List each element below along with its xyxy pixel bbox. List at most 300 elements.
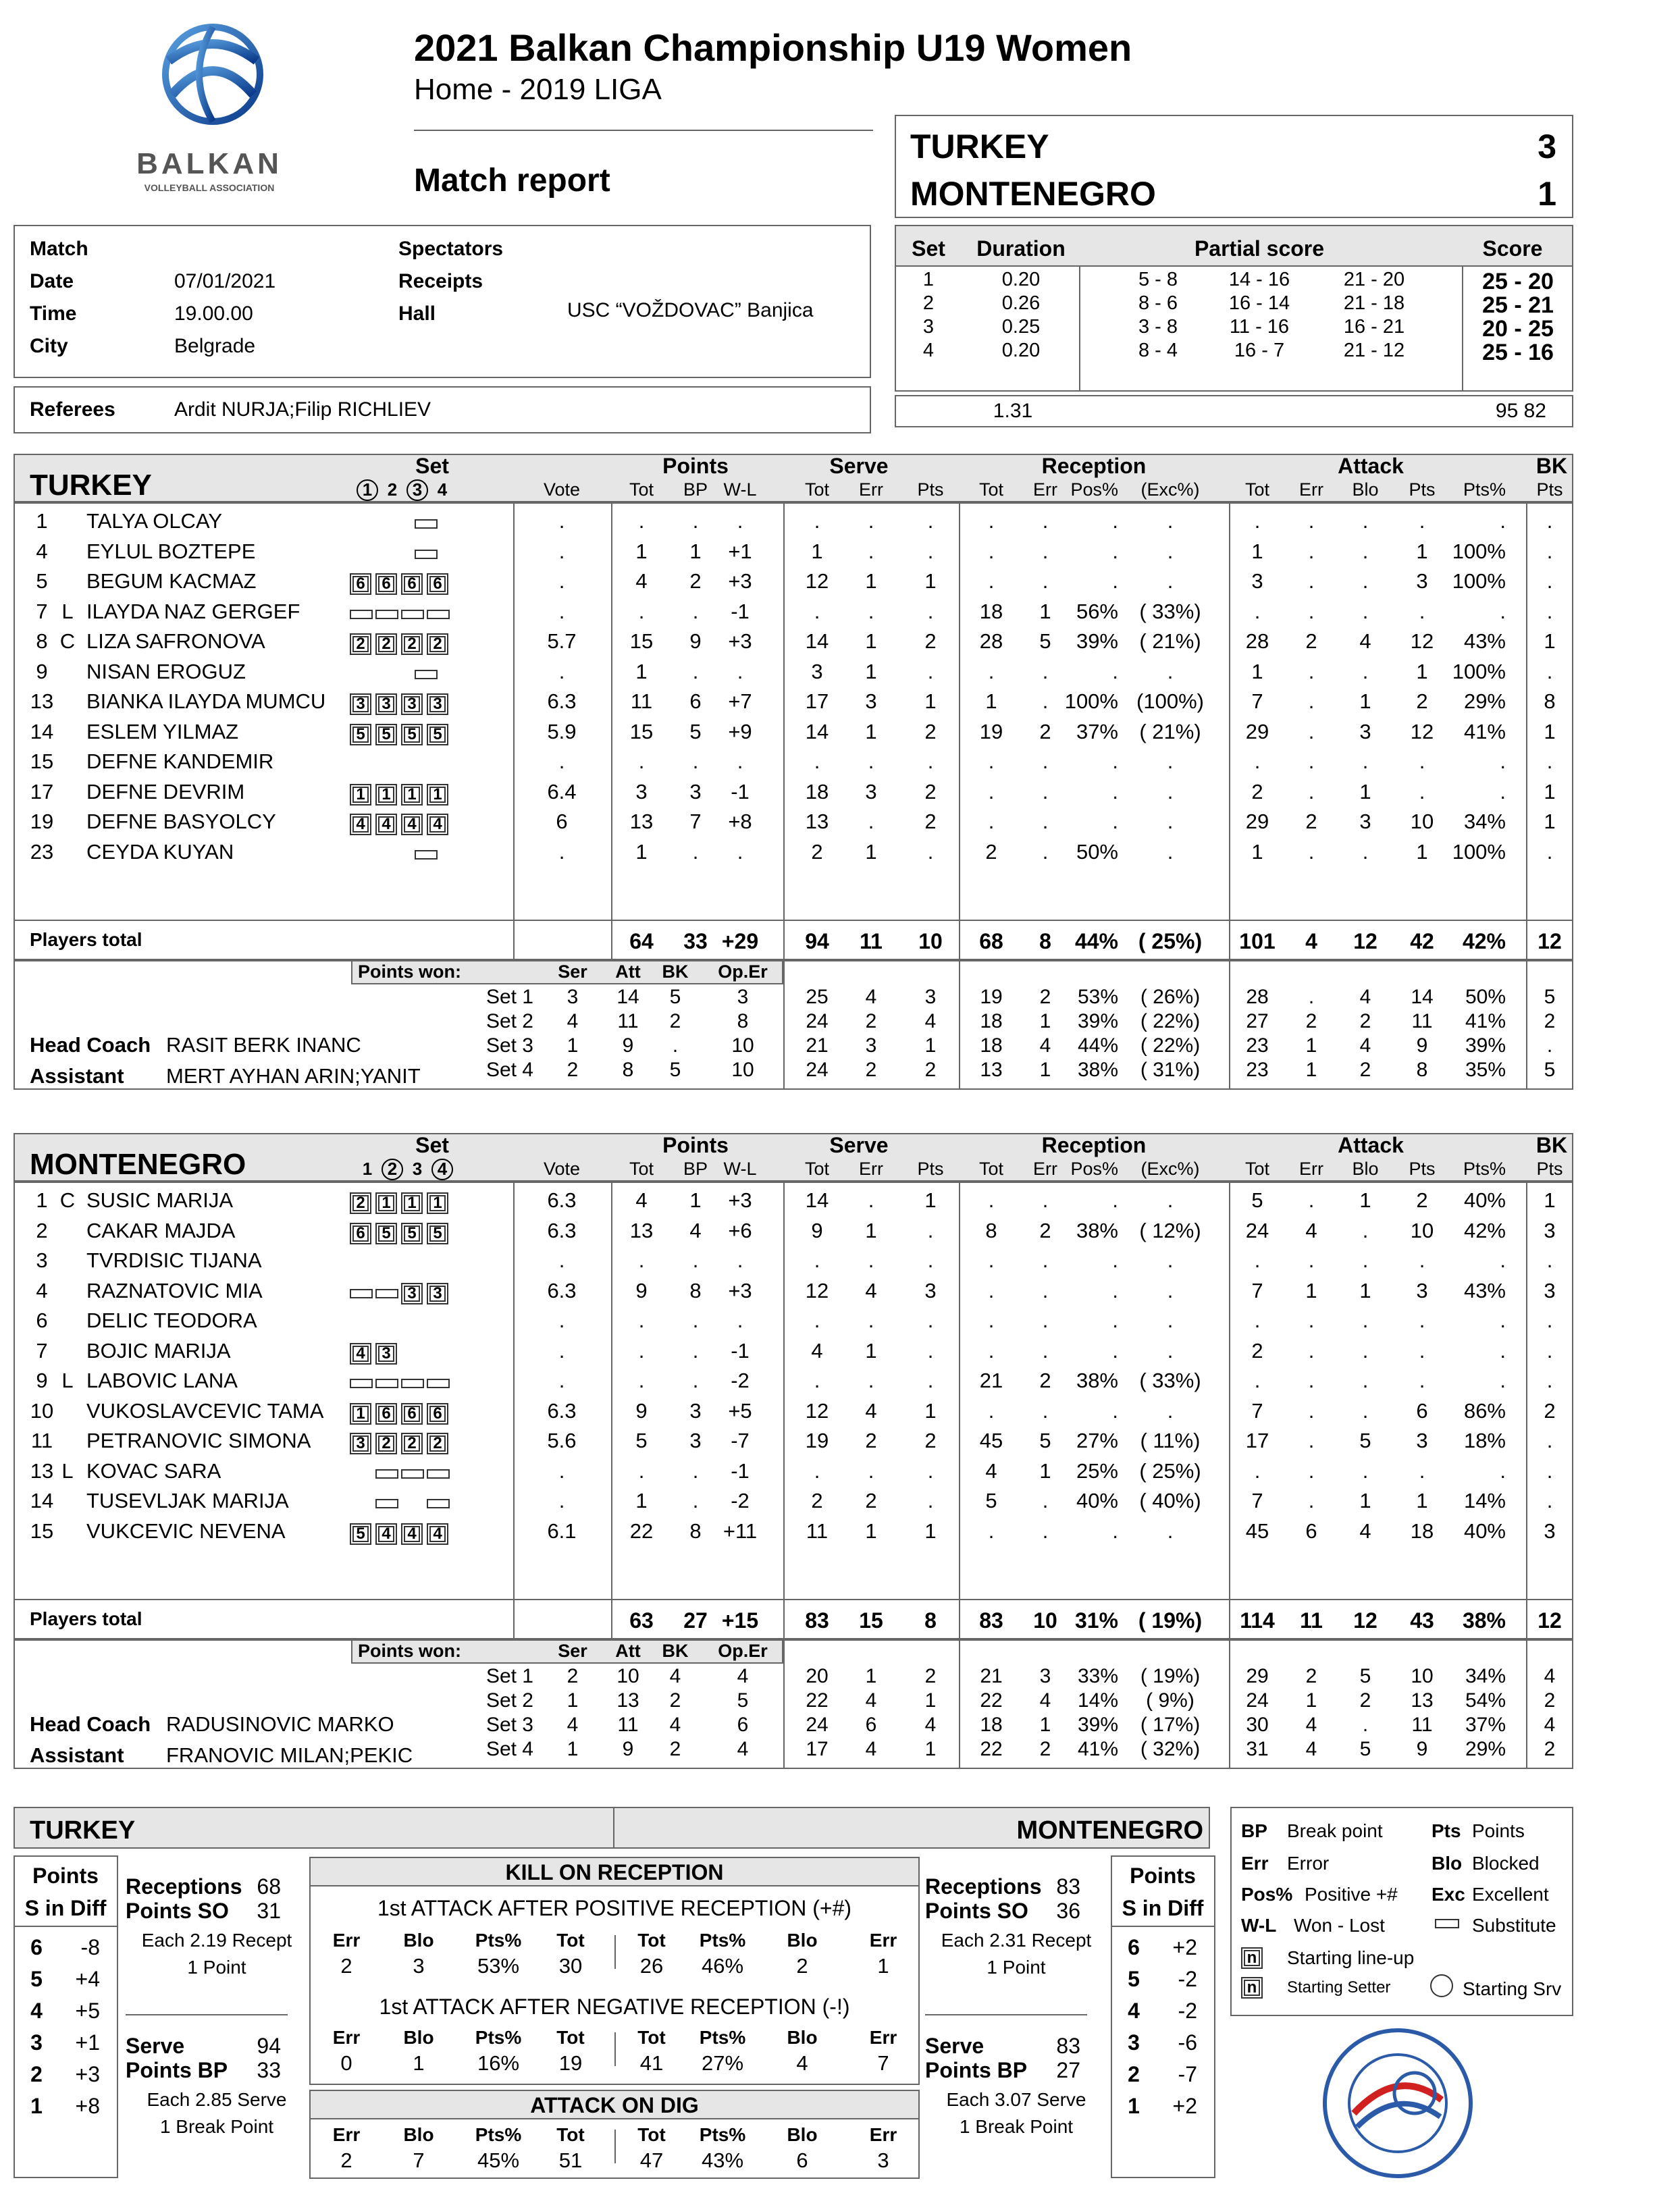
set-att-tot: 30 (1246, 1714, 1269, 1736)
stat-att-err: . (1308, 509, 1315, 533)
col-rec-err: Err (1033, 1159, 1057, 1179)
stat-rec-pos: . (1112, 509, 1118, 533)
set-num: 3 (412, 1159, 423, 1179)
set-rec-exc: ( 26%) (1140, 986, 1201, 1008)
stat-att-tot: 1 (1251, 839, 1263, 864)
stat-rec-pos: . (1112, 659, 1118, 683)
legend-key: Pos% (1241, 1884, 1293, 1905)
stat-tot: 13 (629, 1218, 654, 1242)
set-att-tot: 27 (1246, 1010, 1269, 1032)
set-bk: 4 (1544, 1714, 1556, 1736)
stat-serve-pts: . (927, 1309, 934, 1332)
total-wl: +15 (721, 1608, 759, 1633)
set-rec-tot: 18 (980, 1010, 1003, 1032)
stat-rec-tot: 19 (979, 719, 1003, 743)
stat-tot: . (638, 1338, 645, 1363)
stat-att-pts: 10 (1410, 1218, 1434, 1242)
set-bk: 5 (1544, 986, 1556, 1008)
kill-title: KILL ON RECEPTION (505, 1860, 724, 1884)
hall-value: USC “VOŽDOVAC” Banjica (567, 299, 814, 321)
stat-att-err: . (1308, 1338, 1315, 1363)
starting-position: 3 (427, 1283, 448, 1304)
stat-tot: 1 (635, 659, 648, 683)
stat-serve-err: . (868, 509, 874, 533)
sets-cell: 8 - 6 (1138, 292, 1178, 314)
sets-cell: 16 - 14 (1228, 292, 1290, 314)
starting-position: 3 (427, 693, 448, 715)
pos-value: 46% (701, 1954, 744, 1978)
set-serve-pts: 3 (924, 986, 937, 1008)
substitute-icon (415, 670, 438, 679)
stat-rec-tot: . (988, 1188, 995, 1212)
sdiff-label: S in Diff (1122, 1896, 1204, 1920)
starting-position: 5 (350, 1523, 371, 1545)
col-tot: Tot (629, 479, 654, 500)
stat-att-err: . (1308, 1369, 1315, 1392)
player-sets (350, 572, 452, 595)
player-number: 3 (36, 1248, 48, 1272)
kill-header: Err (332, 1930, 361, 1951)
col-vote: Vote (543, 479, 581, 500)
col-bk: Pts (1536, 1159, 1563, 1179)
stat-att-pts: 3 (1416, 1429, 1428, 1452)
starting-position: 2 (427, 633, 448, 655)
stat-bk: 2 (1544, 1398, 1556, 1423)
pw-value: 2 (567, 1059, 579, 1081)
neg-value: 41 (639, 2051, 664, 2075)
stat-rec-err: . (1042, 1338, 1049, 1363)
set-serve-tot: 24 (806, 1714, 829, 1736)
stat-bp: . (692, 839, 699, 864)
pw-value: 14 (616, 986, 639, 1008)
set-rec-pos: 44% (1077, 1034, 1118, 1057)
starting-position: 1 (401, 1192, 423, 1214)
dig-title: ATTACK ON DIG (530, 2093, 699, 2117)
stat-bp: 8 (689, 1519, 702, 1543)
kill-header: Pts% (699, 2124, 746, 2145)
divider (783, 1639, 785, 1769)
stat-wl: +11 (723, 1519, 758, 1543)
set-rec-tot: 13 (980, 1059, 1003, 1081)
stat-serve-pts: . (927, 1338, 934, 1363)
legend-srv: Starting Srv (1463, 1978, 1562, 1999)
stat-serve-pts: 2 (924, 779, 937, 803)
starting-position: 1 (427, 784, 448, 806)
player-number: 17 (30, 779, 54, 803)
lineup-icon: n (1241, 1947, 1263, 1969)
divider (959, 960, 960, 1090)
neg-value: 1 (413, 2051, 425, 2075)
player-name: RAZNATOVIC MIA (86, 1278, 263, 1302)
stat-bp: . (692, 749, 699, 773)
stat-serve-err: 2 (865, 1429, 877, 1452)
starting-position: 3 (401, 693, 423, 715)
set-rec-pos: 33% (1077, 1665, 1118, 1687)
player-sets (350, 1462, 452, 1485)
stat-serve-err: 4 (865, 1398, 877, 1423)
pos-value: 53% (477, 1954, 520, 1978)
col-rec-tot: Tot (978, 479, 1004, 500)
stat-att-pct: . (1500, 749, 1506, 773)
stat-att-err: . (1308, 1458, 1315, 1483)
result-team2: MONTENEGRO (910, 175, 1156, 213)
starting-position: 5 (401, 724, 423, 745)
stat-serve-err: 1 (865, 719, 877, 743)
stat-bk: 1 (1544, 810, 1556, 833)
player-name: KOVAC SARA (86, 1458, 221, 1483)
col-bk: Pts (1536, 479, 1563, 500)
stat-tot: 13 (629, 810, 654, 833)
stat-att-err: . (1308, 539, 1315, 563)
set-num: 2 (387, 479, 398, 500)
stat-att-pts: 10 (1410, 810, 1434, 833)
pw-value: 11 (617, 1010, 639, 1032)
stat-tot: 4 (635, 569, 648, 593)
stat-rec-err: . (1042, 1309, 1049, 1332)
stat-tot: 11 (630, 689, 653, 713)
player-number: 15 (30, 749, 54, 773)
player-number: 4 (36, 539, 48, 563)
total-serve-tot: 83 (805, 1608, 829, 1633)
stat-rec-tot: . (988, 1309, 995, 1332)
kill-header: Err (869, 2124, 897, 2145)
starting-position: 3 (350, 693, 371, 715)
substitute-icon (350, 1289, 373, 1298)
points-so-label: Points SO (925, 1899, 1028, 1923)
stat-att-tot: 7 (1251, 1278, 1263, 1302)
set-serve-err: 4 (865, 1738, 877, 1760)
col-rec-err: Err (1033, 479, 1057, 500)
legend-value: Positive +# (1305, 1884, 1398, 1905)
stat-rec-pos: . (1112, 1278, 1118, 1302)
s-in: 5 (30, 1967, 43, 1991)
s-in: 1 (30, 2094, 43, 2118)
player-name: DEFNE BASYOLCY (86, 810, 276, 833)
stat-rec-pos: 39% (1076, 629, 1118, 653)
stat-vote: . (558, 1489, 565, 1512)
stat-wl: -1 (731, 599, 750, 623)
each-recept: Each 2.31 Recept (941, 1930, 1092, 1951)
player-name: BIANKA ILAYDA MUMCU (86, 689, 326, 713)
col-set: Set (415, 454, 449, 478)
stat-tot: 15 (629, 629, 654, 653)
pw-value: 10 (731, 1034, 754, 1057)
col-serve: Serve (829, 454, 889, 478)
stat-serve-err: . (868, 1369, 874, 1392)
set-serve-pts: 1 (924, 1689, 937, 1712)
col-att-tot: Tot (1244, 1159, 1270, 1179)
total-serve-err: 11 (860, 929, 883, 953)
kill-header: Blo (787, 1930, 818, 1951)
substitute-icon (401, 1469, 424, 1479)
s-in: 5 (1128, 1967, 1140, 1991)
stat-att-tot: . (1254, 1309, 1261, 1332)
set-att-pts: 14 (1411, 986, 1434, 1008)
player-sets (350, 662, 440, 685)
kill-header: Pts% (699, 1930, 746, 1951)
set-rec-err: 1 (1039, 1059, 1051, 1081)
points-bp-label: Points BP (925, 2058, 1028, 2082)
divider (1229, 960, 1230, 1090)
hall-label: Hall (398, 302, 436, 325)
player-number: 6 (36, 1309, 48, 1332)
starting-position: 3 (375, 693, 397, 715)
stat-wl: . (737, 1309, 743, 1332)
one-break-point: 1 Break Point (159, 2116, 274, 2137)
players-total-label: Players total (30, 929, 142, 950)
stat-vote: 6.3 (547, 1188, 577, 1212)
set-rec-tot: 21 (980, 1665, 1003, 1687)
player-name: SUSIC MARIJA (86, 1188, 234, 1212)
stat-vote: 5.6 (547, 1429, 577, 1452)
sets-header-score: Score (1482, 236, 1543, 261)
stat-rec-err: . (1042, 779, 1049, 803)
city-label: City (30, 335, 68, 357)
stat-att-err: . (1308, 1188, 1315, 1212)
stat-rec-err: . (1042, 1278, 1049, 1302)
sets-cell: 16 - 21 (1343, 316, 1405, 338)
stat-rec-pos: . (1112, 1398, 1118, 1423)
pw-value: 4 (669, 1714, 681, 1736)
stat-att-tot: 45 (1245, 1519, 1269, 1543)
receptions-label: Receptions (126, 1874, 242, 1899)
s-in: 4 (30, 1999, 43, 2023)
player-sets (350, 843, 440, 866)
pw-header: BK (662, 1641, 689, 1661)
starting-position: 1 (350, 1403, 371, 1425)
stat-tot: 15 (629, 719, 654, 743)
assistant-label: Assistant (30, 1743, 124, 1767)
col-att-pts: Pts (1409, 1159, 1436, 1179)
stat-rec-tot: . (988, 1278, 995, 1302)
col-rec-exc: (Exc%) (1140, 1159, 1200, 1179)
date-label: Date (30, 270, 74, 292)
stat-rec-exc: . (1167, 779, 1174, 803)
stat-bp: 7 (689, 810, 702, 833)
starting-server-circle (382, 1159, 403, 1180)
stat-serve-tot: . (814, 1458, 820, 1483)
stat-wl: +7 (728, 689, 752, 713)
set-serve-tot: 24 (806, 1059, 829, 1081)
total-rec-tot: 68 (979, 929, 1003, 953)
total-rec-exc: ( 25%) (1138, 929, 1203, 953)
stat-serve-pts: . (927, 599, 934, 623)
stat-att-pct: 86% (1463, 1398, 1506, 1423)
stat-att-blo: . (1362, 1248, 1369, 1272)
set-att-pts: 9 (1416, 1034, 1428, 1057)
set-label: Set 1 (485, 1665, 533, 1687)
stat-att-blo: 3 (1359, 719, 1371, 743)
stat-att-tot: 7 (1251, 689, 1263, 713)
points-won-label: Points won: (358, 1641, 461, 1661)
player-sets (350, 1342, 452, 1365)
col-points: Points (662, 454, 729, 478)
set-label: Set 1 (485, 986, 533, 1008)
stat-att-pct: 14% (1463, 1489, 1506, 1512)
player-sets (350, 812, 452, 835)
player-sets (350, 1282, 452, 1304)
logo-subtitle: VOLLEYBALL ASSOCIATION (144, 182, 275, 193)
stat-rec-tot: 4 (985, 1458, 997, 1483)
col-att-pct: Pts% (1463, 1159, 1506, 1179)
starting-position: 1 (375, 1192, 397, 1214)
stat-bp: 6 (689, 689, 702, 713)
sets-cell: 14 - 16 (1228, 269, 1290, 290)
player-role: L (61, 1369, 74, 1392)
col-att-tot: Tot (1244, 479, 1270, 500)
stat-serve-pts: 2 (924, 719, 937, 743)
stat-serve-err: . (868, 810, 874, 833)
player-sets (350, 722, 452, 745)
stat-bk: . (1546, 539, 1553, 563)
s-in: 4 (1128, 1999, 1140, 2023)
page-subtitle: Home - 2019 LIGA (414, 73, 662, 106)
player-name: TUSEVLJAK MARIJA (86, 1489, 289, 1512)
pw-value: 5 (669, 1059, 681, 1081)
stat-rec-err: . (1042, 509, 1049, 533)
stat-serve-pts: . (927, 1489, 934, 1512)
set-bk: 4 (1544, 1665, 1556, 1687)
head-coach: RASIT BERK INANC (166, 1033, 361, 1057)
stat-att-blo: 4 (1359, 1519, 1371, 1543)
set-bk: 2 (1544, 1689, 1556, 1712)
stat-tot: 4 (635, 1188, 648, 1212)
stat-att-blo: . (1362, 509, 1369, 533)
player-name: LIZA SAFRONOVA (86, 629, 265, 653)
serve-label: Serve (925, 2034, 985, 2058)
set-rec-err: 2 (1039, 1738, 1051, 1760)
pw-value: 9 (622, 1034, 634, 1057)
stat-rec-pos: . (1112, 569, 1118, 593)
stat-rec-exc: ( 21%) (1139, 719, 1201, 743)
head-coach-label: Head Coach (30, 1033, 151, 1057)
col-rec-pos: Pos% (1070, 1159, 1118, 1179)
stat-rec-exc: . (1167, 1278, 1174, 1302)
stat-rec-exc: ( 33%) (1139, 599, 1201, 623)
set-num: 1 (362, 1159, 373, 1179)
stat-bp: . (692, 1458, 699, 1483)
set-num: 4 (437, 479, 448, 500)
stat-rec-exc: ( 21%) (1139, 629, 1201, 653)
total-rec-tot: 83 (979, 1608, 1003, 1633)
player-sets (350, 1522, 452, 1545)
stat-rec-pos: . (1112, 1188, 1118, 1212)
stat-rec-err: . (1042, 1248, 1049, 1272)
stat-att-blo: . (1362, 749, 1369, 773)
stat-att-tot: . (1254, 1248, 1261, 1272)
starting-position: 2 (350, 633, 371, 655)
divider (126, 2014, 288, 2015)
stat-vote: . (558, 569, 565, 593)
player-name: VUKCEVIC NEVENA (86, 1519, 286, 1543)
stat-att-err: 2 (1305, 629, 1317, 653)
player-name: CAKAR MAJDA (86, 1218, 236, 1242)
stat-bk: . (1546, 1429, 1553, 1452)
stat-bp: 1 (689, 539, 702, 563)
starting-position: 6 (375, 1403, 397, 1425)
diff: +3 (75, 2062, 100, 2086)
stat-rec-exc: . (1167, 1338, 1174, 1363)
one-point: 1 Point (187, 1957, 246, 1978)
sets-cell: 3 - 8 (1138, 316, 1178, 338)
set-score: 25 - 20 (1482, 269, 1554, 294)
player-sets (350, 752, 452, 775)
player-number: 11 (30, 1429, 53, 1452)
divider (1526, 1639, 1527, 1769)
set-rec-tot: 18 (980, 1714, 1003, 1736)
stat-rec-tot: . (988, 810, 995, 833)
dig-value: 51 (558, 2148, 583, 2172)
stat-att-blo: 1 (1359, 1489, 1371, 1512)
set-att-blo: 2 (1359, 1059, 1371, 1081)
total-att-pct: 42% (1462, 929, 1506, 953)
summary-team1: TURKEY (30, 1816, 136, 1845)
stat-rec-pos: . (1112, 779, 1118, 803)
stat-rec-pos: . (1112, 1519, 1118, 1543)
stat-bp: . (692, 599, 699, 623)
pw-value: 2 (669, 1689, 681, 1712)
set-att-tot: 23 (1246, 1059, 1269, 1081)
stat-att-err: . (1308, 839, 1315, 864)
col-points: Points (662, 1133, 729, 1157)
referees-label: Referees (30, 398, 115, 421)
substitute-icon (401, 1379, 424, 1388)
stat-att-pts: 1 (1416, 839, 1428, 864)
stat-bp: . (692, 1369, 699, 1392)
pw-value: 13 (616, 1689, 639, 1712)
set-rec-exc: ( 22%) (1140, 1034, 1201, 1057)
stat-att-pct: 29% (1463, 689, 1506, 713)
stat-att-blo: . (1362, 1398, 1369, 1423)
stat-wl: +1 (728, 539, 752, 563)
starting-position: 2 (427, 1433, 448, 1454)
stat-bp: 4 (689, 1218, 702, 1242)
stat-wl: +3 (728, 569, 752, 593)
pos-value: 3 (413, 1954, 425, 1978)
set-rec-tot: 18 (980, 1034, 1003, 1057)
player-name: PETRANOVIC SIMONA (86, 1429, 311, 1452)
neg-value: 16% (477, 2051, 520, 2075)
stat-att-tot: 28 (1245, 629, 1269, 653)
stat-vote: . (558, 599, 565, 623)
set-serve-err: 3 (865, 1034, 877, 1057)
stat-wl: +6 (728, 1218, 752, 1242)
stat-att-blo: 4 (1359, 629, 1371, 653)
players-total-label: Players total (30, 1608, 142, 1629)
stat-rec-pos: 40% (1076, 1489, 1118, 1512)
set-att-pts: 11 (1411, 1010, 1433, 1032)
sets-cell: 0.20 (1001, 269, 1041, 290)
stat-tot: 1 (635, 1489, 648, 1512)
stat-att-tot: . (1254, 509, 1261, 533)
substitute-icon (415, 550, 438, 559)
stat-att-blo: . (1362, 659, 1369, 683)
player-sets (350, 1431, 452, 1454)
stat-serve-tot: 9 (811, 1218, 823, 1242)
stat-serve-err: 1 (865, 569, 877, 593)
team-name: TURKEY (30, 469, 152, 502)
federation-logo (1320, 2026, 1475, 2181)
col-bp: BP (683, 1159, 708, 1179)
set-att-blo: 4 (1359, 986, 1371, 1008)
stat-tot: 3 (635, 779, 648, 803)
starting-position: 1 (427, 1192, 448, 1214)
col-att-blo: Blo (1352, 1159, 1379, 1179)
kill-header: Err (332, 2124, 361, 2145)
pos-value: 2 (796, 1954, 808, 1978)
stat-serve-err: . (868, 1248, 874, 1272)
col-att-pct: Pts% (1463, 479, 1506, 500)
